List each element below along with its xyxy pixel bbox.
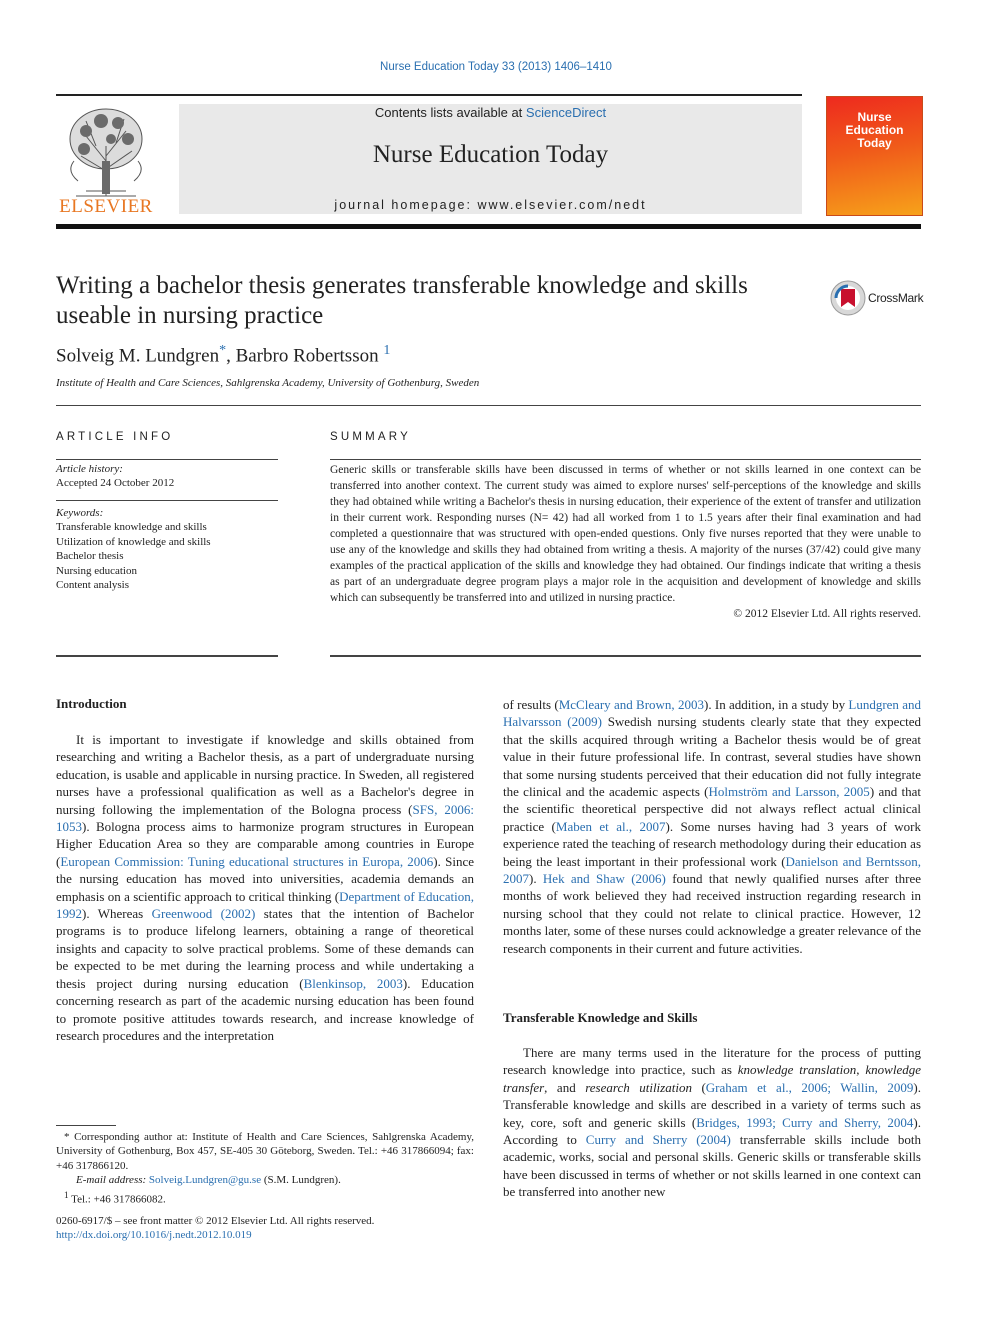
citation-link[interactable]: McCleary and Brown, 2003	[558, 697, 704, 712]
contents-line	[179, 105, 802, 120]
footnote-tel	[56, 1188, 474, 1207]
citation-link[interactable]: SFS, 2006: 1053	[56, 801, 474, 835]
history-label: Article history:	[56, 463, 123, 475]
journal-homepage[interactable]: journal homepage: www.elsevier.com/nedt	[334, 198, 647, 212]
citation-link[interactable]: Bridges, 1993; Curry and Sherry, 2004	[696, 1114, 914, 1130]
footnote-corresponding	[56, 1130, 474, 1173]
citation-link[interactable]: Curry and Sherry (2004)	[585, 1132, 731, 1148]
text: ). In addition, in a study by	[703, 697, 849, 712]
text: ). According to	[503, 1114, 921, 1148]
author-list	[56, 343, 390, 367]
citation-link[interactable]: European Commission: Tuning educational structures in Europa, 2006	[60, 853, 434, 869]
text: ). Whereas	[82, 906, 152, 922]
footnote-text: Corresponding author at: Institute of Health and Care Sciences, Sahlgrenska Academy, University of Gothenburg, Box 457, SE-405 30 Göteborg, Sweden. Tel.: +46 317866094; fax: +46 317866120.	[56, 1131, 475, 1172]
cover-title: Nurse Education Today	[845, 110, 904, 150]
keyword: Content analysis	[56, 579, 130, 592]
text: ). Since the nursing education has moved into universities, academia demands an emphasis on a scientific approach to critical thinking (	[56, 853, 474, 904]
citation-link[interactable]: Greenwood (2002)	[151, 906, 256, 922]
citation-link[interactable]: Hek and Shaw (2006)	[542, 871, 666, 887]
text: It is important to investigate if knowledge and skills obtained from researching and writing a Bachelor thesis, as a part of undergraduate nursing education, is usable and applicable in nursing practice. In Sweden, all registered nurses have a professional qualification as well as a Bachelor's degree in nursing following the implementation of the Bologna process (	[56, 732, 474, 817]
text: transferrable skills include both academic, works, social and personal skills. Generic skills or transferable skills have been discussed in terms of whether or not skills learned in one context can be transferred into another new	[503, 1132, 921, 1200]
footnote-mark: *	[64, 1131, 70, 1143]
citation-link[interactable]: Danielson and Berntsson, 2007	[503, 853, 921, 887]
text: ). Bologna process aims to harmonize program structures in European Higher Education Area so they are comparable among countries in Europe (	[56, 819, 474, 869]
email-link[interactable]: Solveig.Lundgren@gu.se	[148, 1174, 262, 1187]
footnote-text: Tel.: +46 317866082.	[71, 1193, 166, 1206]
front-matter	[56, 1214, 496, 1243]
transferable-knowledge-heading: Transferable Knowledge and Skills	[503, 1010, 698, 1025]
footnote-email	[56, 1173, 474, 1187]
doi-link[interactable]: http://dx.doi.org/10.1016/j.nedt.2012.10.019	[56, 1229, 252, 1242]
divider	[330, 459, 921, 460]
author-name: Solveig M. Lundgren	[56, 345, 220, 367]
email-suffix: (S.M. Lundgren).	[261, 1174, 341, 1187]
text: ). Education concerning research as part of the academic nursing education has been found to promote positive attitudes towards research, and increase knowledge of research procedures and the interpretation	[56, 975, 474, 1043]
footnote-rule	[56, 1125, 116, 1126]
summary-text: Generic skills or transferable skills have been discussed in terms of whether or not skills learned in one context can be transferred into another context. The current study was aimed to explore nurses' self-perceptions of the knowledge and skills they had obtained while writing a Bachelor's thesis in nursing education, their experience of the extent of transfer and utilization in their current work. Responding nurses (N= 42) had all worked from 1 to 1.5 years after their final examination and had completed a questionnaire that was structured with open-ended questions. Only five nurses reported that they were unable to use any of the knowledge and skills they had obtained from writing a thesis. A majority of the nurses (37/42) could give many examples of the practical application of the skills and knowledge they had obtained. Our findings indicate that writing a thesis as part of an undergraduate degree program plays a major role in the acquisition and development of knowledge and skills which can subsequently be transferred into and utilized in nursing practice.	[330, 464, 921, 604]
crossmark-icon[interactable]	[830, 280, 866, 316]
summary-abstract	[330, 462, 921, 622]
text: (	[691, 1079, 706, 1095]
journal-title: Nurse Education Today	[372, 141, 609, 168]
author-separator: ,	[226, 345, 236, 367]
text: ,	[856, 1062, 866, 1078]
contents-prefix: Contents lists available at	[374, 105, 526, 120]
text: ) and that the scientific theoretical perspective did not always reflect actual clinical practice (	[503, 784, 921, 834]
term: research utilization	[585, 1079, 692, 1095]
text: ). Transferable knowledge and skills are described in a variety of terms such as key, core, soft and generic skills (	[503, 1079, 921, 1130]
author-name: Barbro Robertsson	[235, 345, 379, 367]
keyword: Bachelor thesis	[56, 550, 124, 563]
footnote-mark[interactable]: 1	[383, 343, 391, 358]
journal-reference[interactable]: Nurse Education Today 33 (2013) 1406–1410	[380, 61, 612, 73]
text: ).	[529, 871, 543, 887]
crossmark-label[interactable]: CrossMark	[868, 291, 924, 305]
citation-link[interactable]: Holmström and Larsson, 2005	[708, 784, 870, 800]
divider	[330, 655, 921, 657]
keywords-label: Keywords:	[56, 507, 104, 519]
text: states that the intention of Bachelor programs is to produce lifelong learners, obtaining a range of theoretical insights and capacity to solve practical problems. Some of these demands can be expected to be met during the learning process and while undertaking a thesis project during nursing education (	[56, 906, 474, 991]
introduction-heading: Introduction	[56, 696, 127, 711]
keyword: Utilization of knowledge and skills	[56, 535, 211, 548]
keywords-block	[56, 506, 278, 592]
citation-link[interactable]: Maben et al., 2007	[555, 818, 666, 834]
footnote-mark: 1	[64, 1189, 69, 1200]
header-top-rule	[56, 94, 802, 96]
text: of results (	[503, 697, 559, 712]
header-thick-rule	[56, 224, 921, 229]
divider	[56, 459, 278, 460]
keyword: Transferable knowledge and skills	[56, 521, 207, 534]
citation-link[interactable]: Graham et al., 2006; Wallin, 2009	[705, 1079, 914, 1095]
citation-link[interactable]: Department of Education, 1992	[56, 888, 474, 922]
article-history	[56, 462, 278, 491]
text: found that newly qualified nurses after three months of work believed they had received instruction regarding research in nursing school that they could not relate to clinical practice. However, 12 months later, some of these nurses could acknowledge a greater relevance of the research components in their current and future activities.	[503, 871, 921, 956]
text: Swedish nursing students clearly state that they expected that the skills acquired through writing a Bachelor thesis would be of great value in their future professional life. In contrast, several studies have shown that some nursing students perceived that their education did not fully integrate the clinical and the academic aspects (	[503, 714, 921, 800]
affiliation: Institute of Health and Care Sciences, Sahlgrenska Academy, University of Gothenburg, Sweden	[56, 377, 480, 389]
article-title: Writing a bachelor thesis generates transferable knowledge and skills useable in nursing practice	[56, 272, 748, 329]
text: There are many terms used in the literature for the process of putting research knowledge into practice, such as	[503, 1045, 921, 1078]
journal-cover-thumbnail[interactable]	[826, 96, 923, 216]
text: , and	[544, 1079, 586, 1095]
article-info-heading: ARTICLE INFO	[56, 431, 174, 443]
introduction-paragraph	[56, 731, 474, 1044]
text: ). Some nurses having had 3 years of work experience rated the teaching of research methodology during their education as being the least important in their professional work (	[503, 818, 921, 869]
keyword: Nursing education	[56, 564, 137, 577]
divider	[56, 655, 278, 657]
issn-line: 0260-6917/$ – see front matter © 2012 Elsevier Ltd. All rights reserved.	[56, 1215, 375, 1227]
sciencedirect-link[interactable]: ScienceDirect	[525, 105, 607, 120]
email-label: E-mail address:	[76, 1174, 147, 1187]
term: knowledge transfer	[503, 1062, 921, 1095]
elsevier-wordmark: ELSEVIER	[59, 196, 153, 217]
accepted-date: Accepted 24 October 2012	[56, 477, 175, 490]
divider	[56, 500, 278, 501]
term: knowledge translation	[737, 1062, 857, 1078]
summary-heading: SUMMARY	[330, 431, 411, 443]
footnotes	[56, 1130, 474, 1207]
corresponding-author-mark[interactable]: *	[219, 343, 227, 358]
citation-link[interactable]: Blenkinsop, 2003	[303, 975, 403, 991]
citation-link[interactable]: Lundgren and Halvarsson (2009)	[503, 697, 921, 730]
transferable-knowledge-paragraph	[503, 1044, 921, 1201]
right-column-paragraph	[503, 696, 921, 957]
copyright: © 2012 Elsevier Ltd. All rights reserved.	[733, 608, 921, 620]
divider	[56, 405, 921, 406]
